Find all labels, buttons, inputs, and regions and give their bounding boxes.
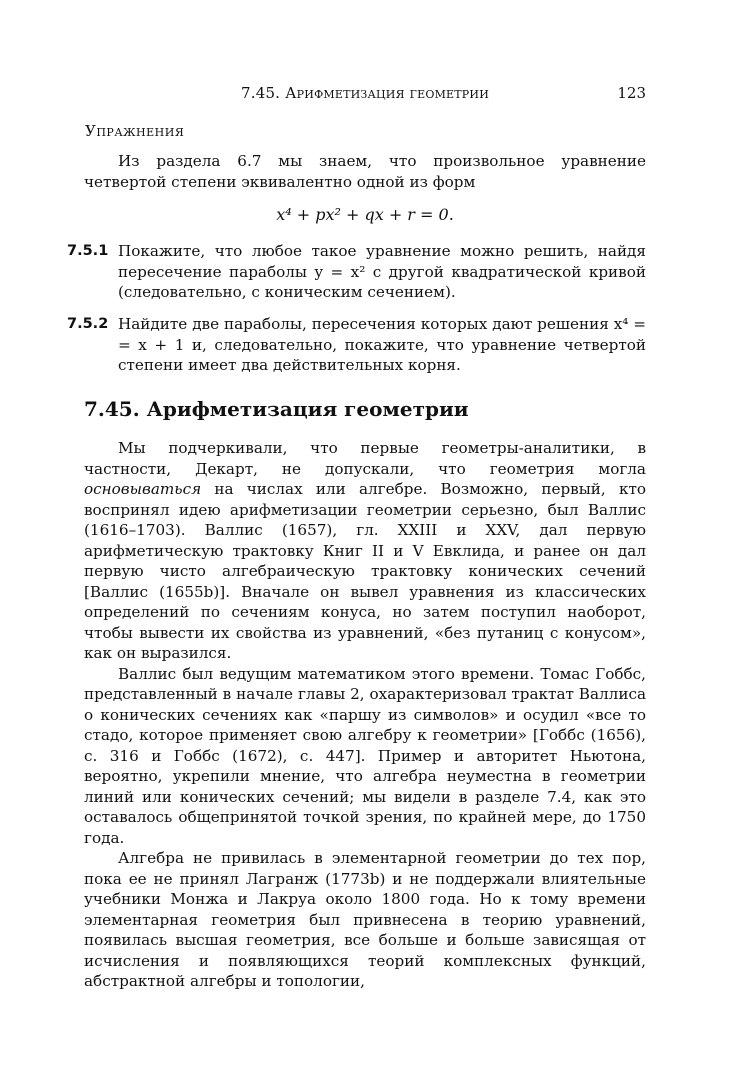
exercises-intro xyxy=(84,151,646,192)
exercise-number: 7.5.2 xyxy=(67,316,109,332)
paragraph-3: Алгебра не привилась в элементарной геометрии до тех пор, пока ее не принял Лагранж (1773b) и не поддержали влиятельные учебники Монжа и Лакруа около 1800 года. Но к тому времени элементарная геометрия был привнесена в теорию уравнений, появилась высшая геометрия, все больше и больше зависящая от исчисления и появляющихся теорий комплексных функций, абстрактной алгебры и топологии, xyxy=(84,849,646,990)
paragraph-1 xyxy=(84,438,646,664)
quartic-formula-text: x⁴ + px² + qx + r = 0. xyxy=(276,205,454,224)
paragraph-1-start: Мы подчеркивали, что первые геометры-аналитики, в частности, Декарт, не допускали, что геометрия могла xyxy=(84,439,646,478)
page-number: 123 xyxy=(617,84,646,102)
exercise-text: Найдите две параболы, пересечения которых дают решения x⁴ = = x + 1 и, следовательно, покажите, что уравнение четвертой степени имеет два действительных корня. xyxy=(118,315,646,374)
exercise-text: Покажите, что любое такое уравнение можно решить, найдя пересечение параболы y = x² с другой квадратической кривой (следовательно, с коническим сечением). xyxy=(118,242,646,301)
exercises-intro-text: Из раздела 6.7 мы знаем, что произвольное уравнение четвертой степени эквивалентно одной из форм xyxy=(84,152,646,191)
exercise-7-5-2 xyxy=(67,314,647,376)
section-body xyxy=(84,438,646,992)
running-head xyxy=(84,84,646,106)
paragraph-1-end: на числах или алгебре. Возможно, первый, кто воспринял идею арифметизации геометрии серьезно, был Валлис (1616–1703). Валлис (1657), гл. XXIII и XXV, дал первую арифметическую трактовку Книг II и V Евклида, и ранее он дал первую чисто алгебраическую трактовку конических сечений [Валлис (1655b)]. Вначале он вывел уравнения из классических определений по сечениям конуса, но затем поступил наоборот, чтобы вывести их свойства из уравнений, «без путаниц с конусом», как он выразился. xyxy=(84,480,646,662)
quartic-formula xyxy=(84,205,646,224)
exercise-7-5-1 xyxy=(67,241,647,303)
exercises-heading: Упражнения xyxy=(85,122,185,140)
running-head-title: 7.45. Арифметизация геометрии xyxy=(240,84,489,102)
paragraph-2: Валлис был ведущим математиком этого времени. Томас Гоббс, представленный в начале главы 2, охарактеризовал трактат Валлиса о конических сечениях как «паршу из символов» и осудил «все то стадо, которое применяет свою алгебру к геометрии» [Гоббс (1656), с. 316 и Гоббс (1672), с. 447]. Пример и авторитет Ньютона, вероятно, укрепили мнение, что алгебра неуместна в геометрии линий или конических сечений; мы видели в разделе 7.4, как это оставалось общепринятой точкой зрения, по крайней мере, до 1750 года. xyxy=(84,664,646,847)
emphasis-word: основываться xyxy=(84,480,202,498)
section-title: 7.45. Арифметизация геометрии xyxy=(84,397,469,421)
exercise-number: 7.5.1 xyxy=(67,243,109,259)
